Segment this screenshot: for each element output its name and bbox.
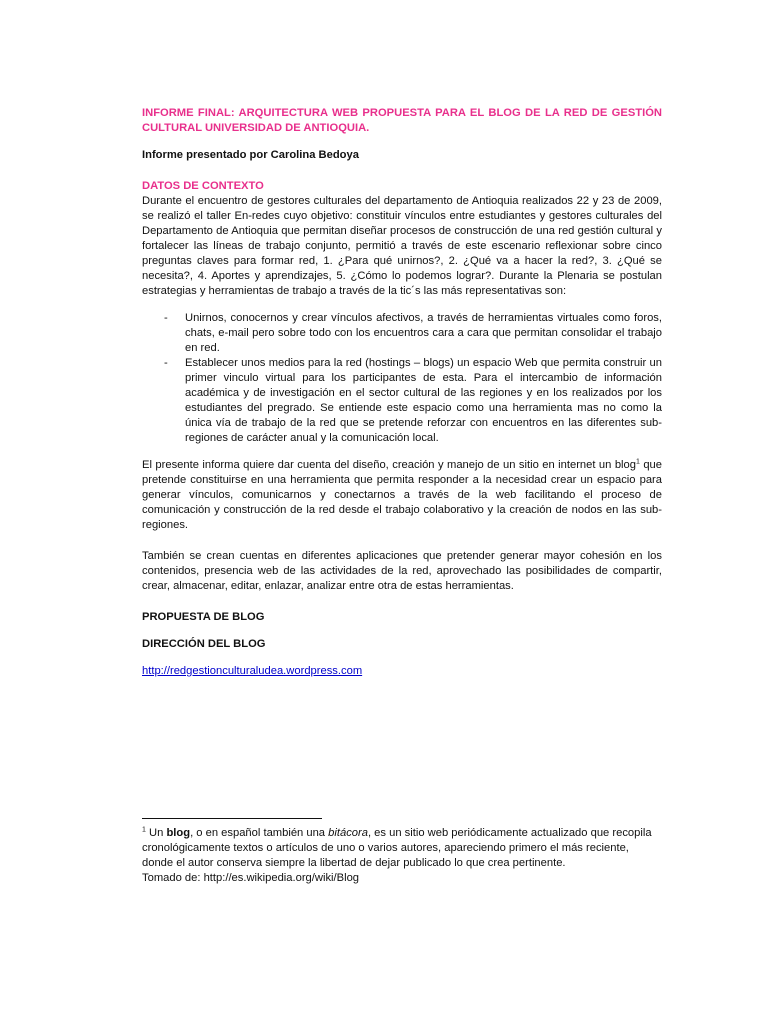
footnote-text-part: , es un sitio web periódicamente actualizado que recopila cronológicamente textos o artículos de uno o varios autores, apareciendo primero el más reciente, donde el autor conserva siempre la libertad de dejar publicado lo que crea pertinente. [142,827,652,869]
footnote-number: 1 [142,826,146,834]
list-marker: - [164,312,168,324]
footnote-italic-word: bitácora [328,827,368,839]
blog-url-paragraph [142,664,662,679]
footnote [142,826,662,886]
paragraph-text: El presente informa quiere dar cuenta del diseño, creación y manejo de un sitio en internet un blog [142,459,636,471]
proposal-heading: PROPUESTA DE BLOG [142,611,265,623]
list-item [142,311,662,356]
footnote-bold-word: blog [166,827,191,839]
blog-url-link[interactable]: http://redgestionculturaludea.wordpress.com [142,665,363,677]
context-heading: DATOS DE CONTEXTO [142,180,264,192]
bullet-list [142,311,662,446]
blog-description-paragraph [142,458,662,533]
list-item-text: Establecer unos medios para la red (hostings – blogs) un espacio Web que permita construir un primer vinculo virtual para los participantes de esta. Para el intercambio de información académica y de investigación en el sector cultural de las regiones y en los realizados por los estudiantes del pregrado. Se entiende este espacio como una herramienta mas no como la única vía de trabajo de la red que se pretende reforzar con encuentros en las diferentes sub-regiones de carácter anual y la comunicación local. [185,357,662,444]
footnote-text [142,827,652,869]
list-marker: - [164,357,168,369]
list-item [142,356,662,446]
document-author: Informe presentado por Carolina Bedoya [142,149,359,161]
list-item-text: Unirnos, conocernos y crear vínculos afectivos, a través de herramientas virtuales como foros, chats, e-mail pero sobre todo con los encuentros cara a cara que permitan consolidar el trabajo en red. [185,312,662,354]
footnote-source: Tomado de: http://es.wikipedia.org/wiki/Blog [142,872,360,884]
footnote-text-part: Un [145,827,167,839]
address-heading: DIRECCIÓN DEL BLOG [142,638,266,650]
footnote-separator [142,818,322,819]
accounts-paragraph: También se crean cuentas en diferentes aplicaciones que pretender generar mayor cohesión en los contenidos, presencia web de las actividades de la red, aprovechado las posibilidades de compartir, crear, almacenar, editar, enlazar, analizar entre otra de estas herramientas. [142,550,662,592]
footnote-reference[interactable]: 1 [635,458,640,466]
document-title: INFORME FINAL: ARQUITECTURA WEB PROPUESTA PARA EL BLOG DE LA RED DE GESTIÓN CULTURAL UNIVERSIDAD DE ANTIOQUIA. [142,107,662,134]
paragraph-text: que pretende constituirse en una herramienta que permita responder a la necesidad crear un espacio para generar vínculos, comunicarnos y conectarnos a través de la web facilitando el proceso de comunicación y construcción de la red desde el trabajo colaborativo y la creación de nodos en las sub-regiones. [142,459,663,531]
context-paragraph: Durante el encuentro de gestores culturales del departamento de Antioquia realizados 22 y 23 de 2009, se realizó el taller En-redes cuyo objetivo: constituir vínculos entre estudiantes y gestores culturales del Departamento de Antioquia que permitan diseñar procesos de construcción de una red gestión cultural y fortalecer las líneas de trabajo conjunto, permitió a través de este escenario reflexionar sobre cinco preguntas claves para formar red, 1. ¿Para qué unirnos?, 2. ¿Qué va a hacer la red?, 3. ¿Qué se necesita?, 4. Aportes y aprendizajes, 5. ¿Cómo lo podemos lograr?. Durante la Plenaria se postulan estrategias y herramientas de trabajo a través de la tic´s las más representativas son: [142,195,662,297]
footnote-text-part: , o en español también una [190,827,329,839]
